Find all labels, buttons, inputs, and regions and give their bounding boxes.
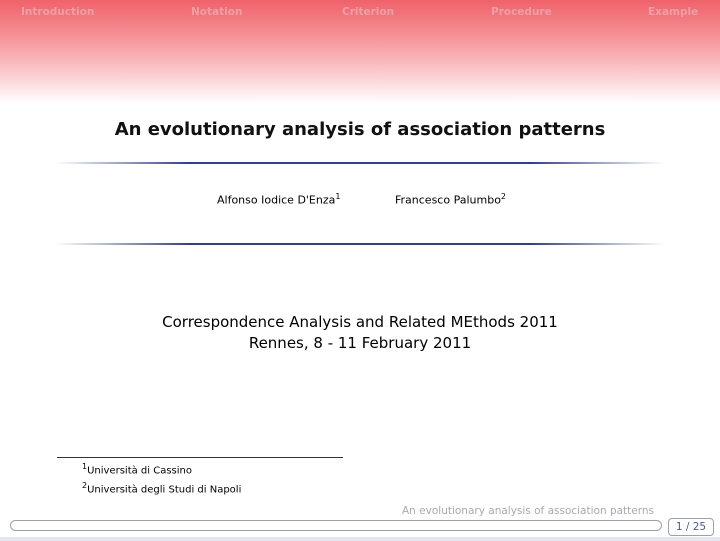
footnote-2-text: Università degli Studi di Napoli <box>87 484 242 496</box>
author-1 <box>217 192 340 207</box>
footnote-1 <box>82 462 192 476</box>
footnote-2 <box>82 481 241 495</box>
section-nav <box>0 6 720 22</box>
footnote-2-mark: 2 <box>82 481 88 490</box>
slide-title: An evolutionary analysis of association patterns <box>114 119 606 140</box>
conference-place-date: Rennes, 8 - 11 February 2011 <box>248 334 472 352</box>
conference-name: Correspondence Analysis and Related MEthods 2011 <box>162 313 558 331</box>
title-rule-bottom <box>55 243 665 245</box>
nav-item-example[interactable]: Example <box>648 6 699 18</box>
page-number[interactable]: 1 / 25 <box>668 518 714 536</box>
title-rule-top <box>55 162 665 164</box>
author-1-name: Alfonso Iodice D'Enza <box>217 193 336 207</box>
footnote-1-mark: 1 <box>82 462 88 471</box>
footnote-1-text: Università di Cassino <box>87 465 192 477</box>
nav-item-procedure[interactable]: Procedure <box>491 6 552 18</box>
author-2 <box>395 192 506 207</box>
author-1-mark: 1 <box>335 192 341 201</box>
nav-item-introduction[interactable]: Introduction <box>21 6 95 18</box>
author-2-mark: 2 <box>500 192 507 201</box>
progress-bar <box>10 520 662 531</box>
footer-short-title: An evolutionary analysis of association patterns <box>402 505 654 517</box>
nav-item-notation[interactable]: Notation <box>191 6 243 18</box>
nav-item-criterion[interactable]: Criterion <box>342 6 395 18</box>
author-2-name: Francesco Palumbo <box>395 193 501 207</box>
footnote-rule <box>57 457 343 458</box>
conference-block <box>0 312 720 354</box>
bottom-strip <box>0 537 720 541</box>
